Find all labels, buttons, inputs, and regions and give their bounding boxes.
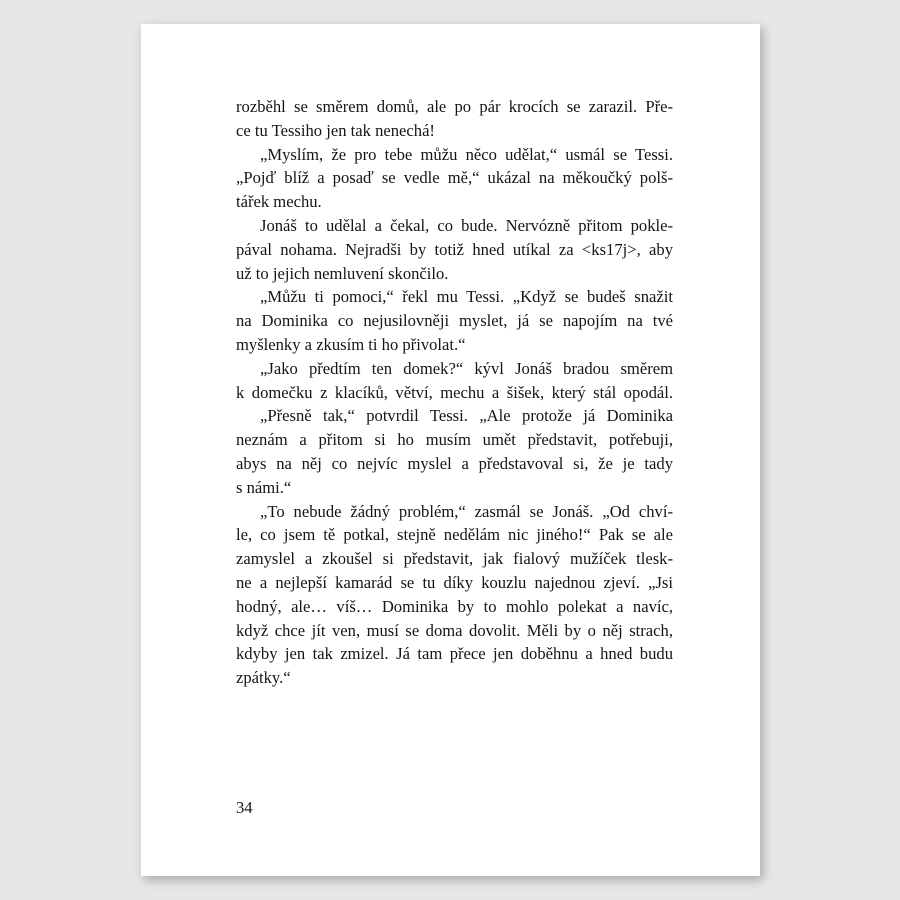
text-line: „Můžu ti pomoci,“ řekl mu Tessi. „Když se budeš snažit [260,287,673,307]
paragraph [236,357,673,405]
text-line: „Přesně tak,“ potvrdil Tessi. „Ale protože já Dominika [260,406,673,426]
text-line: „To nebude žádný problém,“ zasmál se Jonáš. „Od chví- [260,501,673,521]
text-line: „Myslím, že pro tebe můžu něco udělat,“ usmál se Tessi. [260,144,673,164]
text-line: zamyslel a zkoušel si představit, jak fialový mužíček tlesk- [236,549,673,569]
text-line: rozběhl se směrem domů, ale po pár krocích se zarazil. Pře- [236,97,673,116]
page-number: 34 [236,798,253,817]
text-line: „Jako předtím ten domek?“ kývl Jonáš bradou směrem [260,358,673,378]
paragraph [236,500,673,690]
text-line: hodný, ale… víš… Dominika by to mohlo polekat a navíc, [236,596,673,616]
text-line: ne a nejlepší kamarád se tu díky kouzlu najednou zjeví. „Jsi [236,572,673,592]
text-line: zpátky.“ [236,668,291,688]
book-page [141,24,760,876]
paragraph [236,285,673,356]
paragraph [236,404,673,499]
text-line: už to jejich nemluvení skončilo. [236,263,449,283]
text-line: myšlenky a zkusím ti ho přivolat.“ [236,334,466,354]
text-line: le, co jsem tě potkal, stejně nedělám nic jiného!“ Pak se ale [236,525,673,545]
text-line: Jonáš to udělal a čekal, co bude. Nervózně přitom pokle- [260,215,673,235]
body-text [236,95,673,690]
text-line: pával nohama. Nejradši by totiž hned utíkal za <ks17j>, aby [236,239,673,259]
text-line: abys na něj co nejvíc myslel a představoval si, že je tady [236,453,673,473]
text-line: k domečku z klacíků, větví, mechu a šišek, který stál opodál. [236,382,673,402]
text-line: s námi.“ [236,477,292,497]
text-line: na Dominika co nejusilovněji myslet, já se napojím na tvé [236,311,673,331]
text-line: kdyby jen tak zmizel. Já tam přece jen doběhnu a hned budu [236,644,673,664]
paragraph [236,214,673,285]
paragraph [236,95,673,143]
text-line: když chce jít ven, musí se doma dovolit. Měli by o něj strach, [236,620,673,640]
text-line: neznám a přitom si ho musím umět představit, potřebuji, [236,430,673,450]
text-line: „Pojď blíž a posaď se vedle mě,“ ukázal na měkoučký polš- [236,168,673,188]
text-line: ce tu Tessiho jen tak nenechá! [236,120,435,140]
text-line: tářek mechu. [236,192,322,212]
paragraph [236,143,673,214]
